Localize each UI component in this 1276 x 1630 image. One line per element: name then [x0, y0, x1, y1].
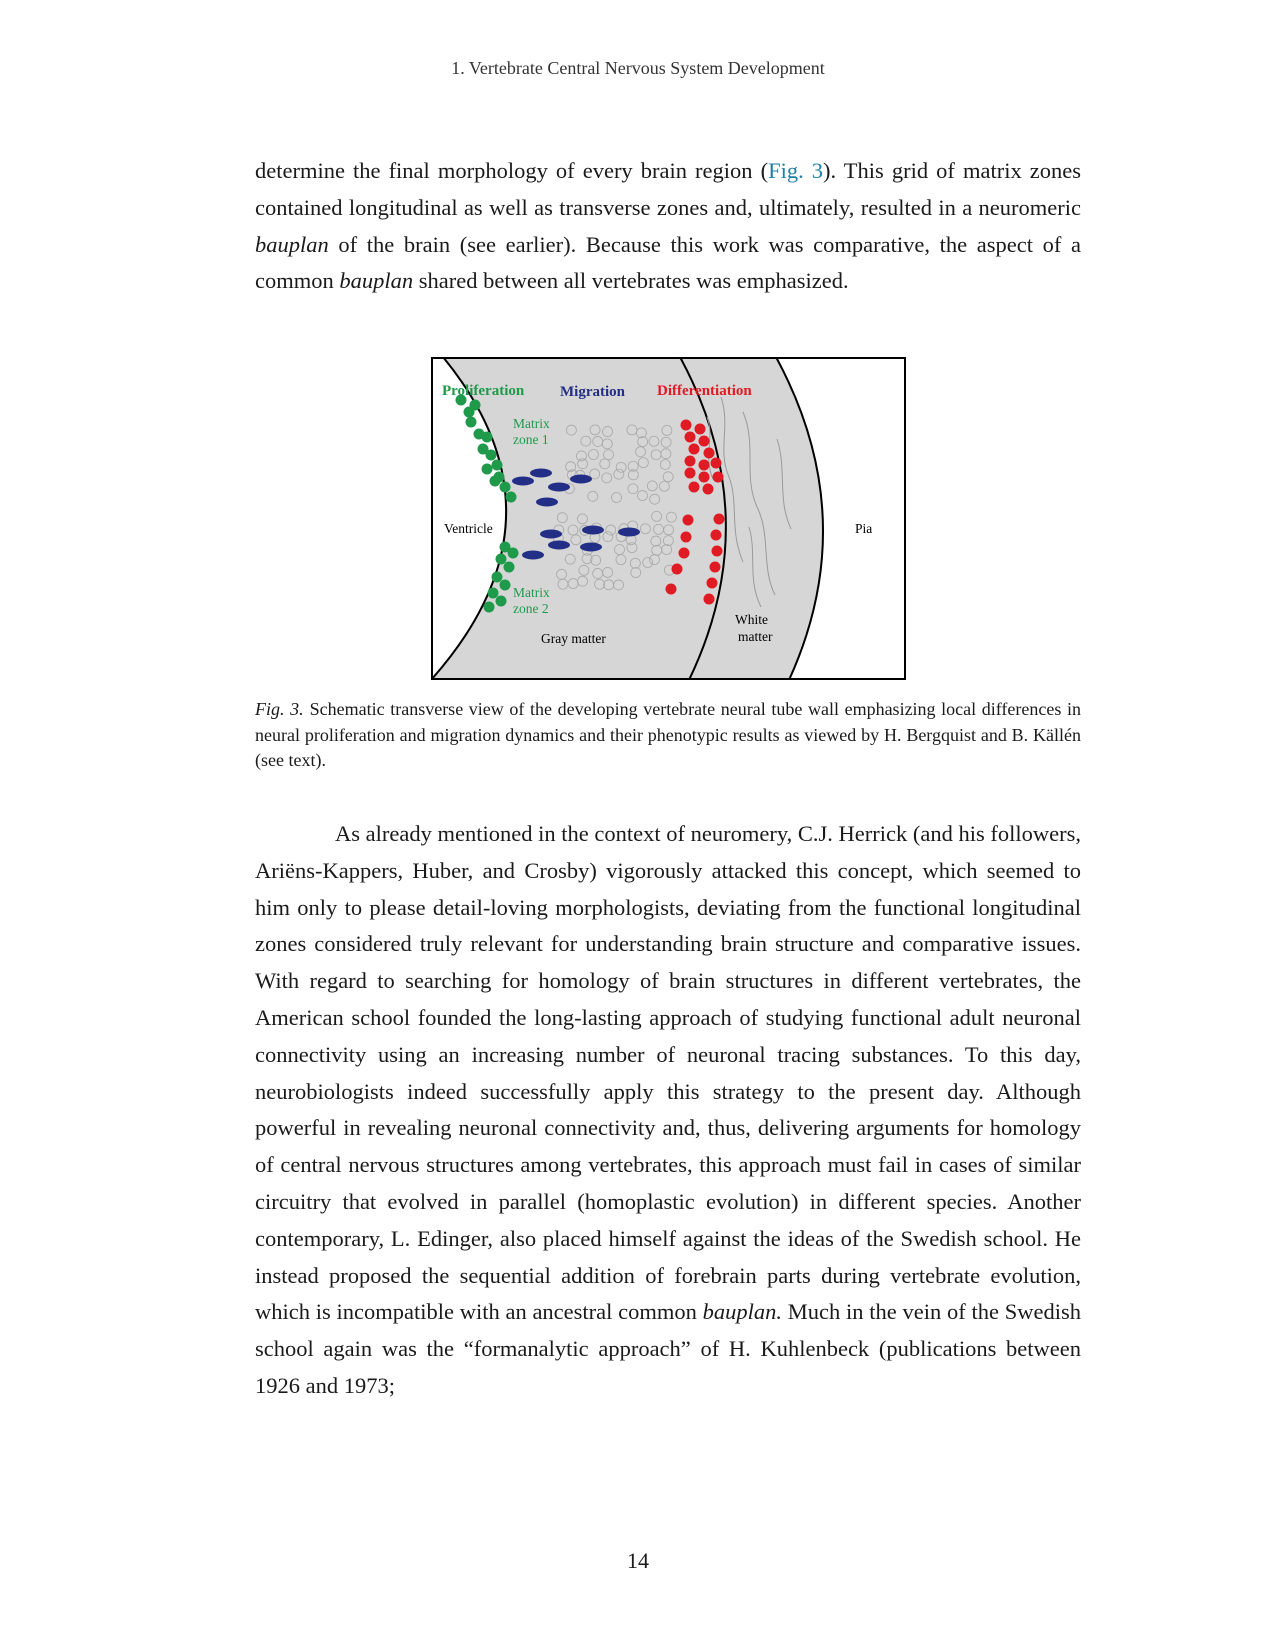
- italic-term: bauplan: [255, 231, 329, 257]
- differentiated-cell: [689, 482, 700, 493]
- differentiated-cell: [699, 436, 710, 447]
- proliferating-cell: [496, 554, 507, 565]
- differentiated-cell: [704, 594, 715, 605]
- proliferating-cell: [488, 588, 499, 599]
- neural-tube-diagram: [431, 357, 906, 680]
- proliferating-cell: [482, 432, 493, 443]
- text-run: Much in the vein of the Swedish school again was the “formanalytic approach” of H. Kuhlenbeck (publications between 1926 and 1973;: [255, 1299, 1081, 1398]
- migrating-cell: [540, 530, 562, 539]
- proliferating-cell: [506, 492, 517, 503]
- migrating-cell: [512, 477, 534, 486]
- gray-matter-label: Gray matter: [541, 631, 606, 646]
- differentiated-cell: [681, 532, 692, 543]
- matrix-zone-1-label-line1: Matrix: [513, 416, 550, 431]
- caption-text: Schematic transverse view of the developing vertebrate neural tube wall emphasizing local differences in neural proliferation and migration dynamics and their phenotypic results as viewed by H. Bergquist and B. Källén (see text).: [255, 699, 1082, 770]
- differentiated-cell: [710, 562, 721, 573]
- differentiated-cell: [685, 456, 696, 467]
- differentiated-cell: [711, 530, 722, 541]
- differentiated-cell: [711, 458, 722, 469]
- proliferating-cell: [470, 400, 481, 411]
- differentiated-cell: [666, 584, 677, 595]
- proliferating-cell: [500, 482, 511, 493]
- differentiated-cell: [685, 468, 696, 479]
- differentiated-cell: [672, 564, 683, 575]
- proliferating-cell: [508, 548, 519, 559]
- proliferating-cell: [484, 602, 495, 613]
- differentiated-cell: [699, 472, 710, 483]
- figure-reference-link[interactable]: Fig. 3: [768, 158, 824, 183]
- proliferating-cell: [482, 464, 493, 475]
- proliferating-cell: [504, 562, 515, 573]
- differentiated-cell: [703, 484, 714, 495]
- proliferating-cell: [492, 460, 503, 471]
- migrating-cell: [580, 543, 602, 552]
- matrix-zone-2-label-line2: zone 2: [513, 601, 549, 616]
- proliferating-cell: [496, 596, 507, 607]
- matrix-zone-2-label-line1: Matrix: [513, 585, 550, 600]
- matrix-zone-1-label-line2: zone 1: [513, 432, 549, 447]
- migrating-cell: [618, 528, 640, 537]
- white-matter-label-line2: matter: [738, 629, 773, 644]
- text-run: of the brain (see earlier). Because this work was comparative, the aspect of a common: [255, 231, 1081, 294]
- ventricle-label: Ventricle: [444, 521, 493, 536]
- differentiated-cell: [704, 448, 715, 459]
- italic-term: bauplan: [339, 268, 414, 294]
- proliferation-label: Proliferation: [442, 383, 525, 399]
- differentiated-cell: [699, 460, 710, 471]
- migrating-cell: [582, 526, 604, 535]
- proliferating-cell: [490, 476, 501, 487]
- page-number: 14: [627, 1548, 649, 1573]
- migration-label: Migration: [560, 384, 625, 400]
- migrating-cell: [536, 498, 558, 507]
- italic-term: bauplan.: [702, 1299, 783, 1325]
- differentiated-cell: [712, 546, 723, 557]
- text-run: ). This grid of matrix zones contained longitudinal as well as transverse zones and, ultimately, resulted in a neuromeric: [255, 158, 1081, 220]
- proliferating-cell: [492, 572, 503, 583]
- differentiated-cell: [681, 420, 692, 431]
- paragraph-1: [255, 153, 1081, 300]
- caption-label: Fig. 3.: [255, 699, 304, 719]
- migrating-cell: [530, 469, 552, 478]
- migrating-cell: [570, 475, 592, 484]
- text-run: As already mentioned in the context of neuromery, C.J. Herrick (and his followers, Ariëns-Kappers, Huber, and Crosby) vigorously attacked this concept, which seemed to him only to please detail-loving morphologists, deviating from the functional longitudinal zones considered truly relevant for understanding brain structure and comparative issues. With regard to searching for homology of brain structures in different vertebrates, the American school founded the long-lasting approach of studying functional adult neuronal connectivity using an increasing number of neuronal tracing substances. To this day, neurobiologists indeed successfully apply this strategy to the present day. Although powerful in revealing neuronal connectivity and, thus, delivering arguments for homology of central nervous structures among vertebrates, this approach must fail in cases of similar circuitry that evolved in parallel (homoplastic evolution) in different species. Another contemporary, L. Edinger, also placed himself against the ideas of the Swedish school. He instead proposed the sequential addition of forebrain parts during vertebrate evolution, which is incompatible with an ancestral common: [255, 821, 1081, 1325]
- differentiated-cell: [683, 515, 694, 526]
- text-run: determine the final morphology of every brain region (: [255, 158, 769, 183]
- differentiated-cell: [707, 578, 718, 589]
- migrating-cell: [548, 483, 570, 492]
- migrating-cell: [548, 541, 570, 550]
- proliferating-cell: [466, 417, 477, 428]
- paragraph-2: [255, 816, 1081, 1405]
- proliferating-cell: [500, 580, 511, 591]
- differentiated-cell: [714, 514, 725, 525]
- running-head: 1. Vertebrate Central Nervous System Development: [451, 58, 825, 78]
- differentiation-label: Differentiation: [657, 383, 752, 399]
- differentiated-cell: [695, 424, 706, 435]
- figure-3: [431, 357, 906, 680]
- figure-caption: [255, 697, 1081, 774]
- proliferating-cell: [486, 450, 497, 461]
- differentiated-cell: [685, 432, 696, 443]
- migrating-cell: [522, 551, 544, 560]
- differentiated-cell: [713, 472, 724, 483]
- differentiated-cell: [689, 444, 700, 455]
- pia-label: Pia: [855, 521, 873, 536]
- differentiated-cell: [679, 548, 690, 559]
- white-matter-label-line1: White: [735, 612, 768, 627]
- text-run: shared between all vertebrates was emphasized.: [413, 268, 849, 294]
